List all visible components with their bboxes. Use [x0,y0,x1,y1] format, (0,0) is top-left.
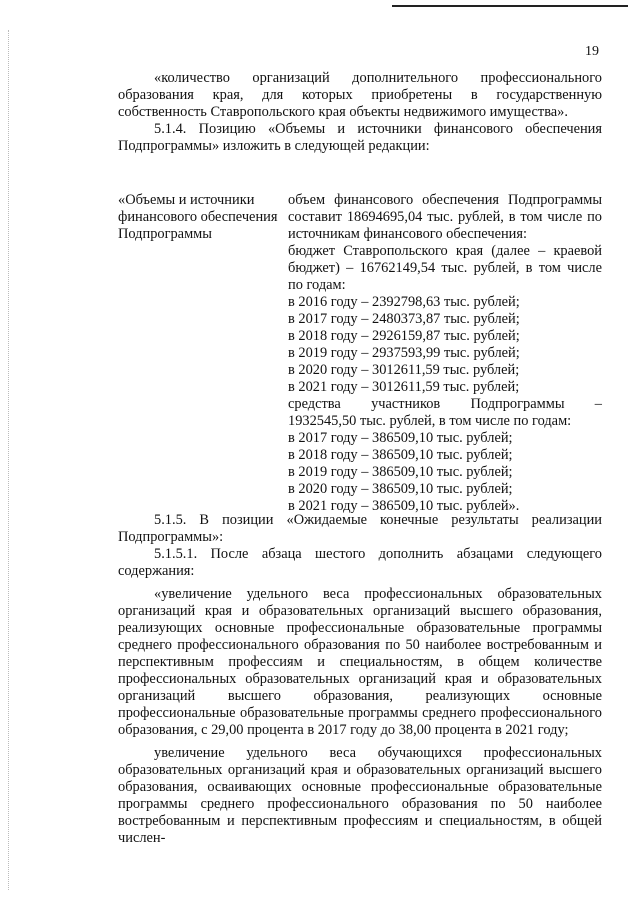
paragraph-5-1-5-1: 5.1.5.1. После абзаца шестого дополнить абзацами следующего содержания: [118,546,602,579]
table-line: бюджет) – 16762149,54 тыс. рублей, в том числе [288,260,602,276]
table-line: в 2020 году – 386509,10 тыс. рублей; [288,481,513,497]
paragraph-5-1-5: 5.1.5. В позиции «Ожидаемые конечные результаты реализации Подпрограммы»: [118,512,602,545]
table-line: источникам финансового обеспечения: [288,226,527,242]
funding-table-label: «Объемы и источники финансового обеспечения Подпрограммы [118,192,278,242]
paragraph-increase-2: увеличение удельного веса обучающихся профессиональных образовательных организаций края и образовательных организаций высшего образования, осваивающих основные профессиональные образовательные программы среднего профессионального образования по 50 наиболее востребованным и перспективным профессиям и специальностям, в общей числен- [118,745,602,846]
paragraph-quote-increase-1: «увеличение удельного веса профессиональных образовательных организаций края и образовательных организаций высшего образования, реализующих основные профессиональные образовательные программы среднего профессионального образования по 50 наиболее востребованным и перспективным профессиям и специальностям, в общем количестве профессиональных образовательных организаций края и образовательных организаций высшего образования, реализующих основные профессиональные образовательные программы среднего профессионального образования, с 29,00 процента в 2017 году до 38,00 процента в 2021 году; [118,586,602,738]
funding-table-content [288,192,602,515]
table-line: в 2017 году – 2480373,87 тыс. рублей; [288,311,520,327]
paragraph-quote-count: «количество организаций дополнительного профессионального образования края, для которых приобретены в государственную собственность Ставропольского края объекты недвижимого имущества». [118,70,602,120]
table-line: бюджет Ставропольского края (далее – краевой [288,243,602,259]
text-block-top [118,70,602,155]
paragraph-5-1-4: 5.1.4. Позицию «Объемы и источники финансового обеспечения Подпрограммы» изложить в следующей редакции: [118,121,602,154]
table-line: по годам: [288,277,346,293]
table-line: 1932545,50 тыс. рублей, в том числе по годам: [288,413,572,429]
page-number: 19 [585,44,599,59]
left-margin-marks [8,30,9,890]
table-line: в 2018 году – 2926159,87 тыс. рублей; [288,328,520,344]
top-rule [392,5,628,7]
table-line: объем финансового обеспечения Подпрограммы [288,192,602,208]
table-line: в 2019 году – 386509,10 тыс. рублей; [288,464,513,480]
table-line: в 2021 году – 386509,10 тыс. рублей». [288,498,520,514]
table-line: средства участников Подпрограммы – [288,396,602,412]
text-block-bottom [118,512,602,847]
table-line: в 2019 году – 2937593,99 тыс. рублей; [288,345,520,361]
table-line: в 2016 году – 2392798,63 тыс. рублей; [288,294,520,310]
table-line: составит 18694695,04 тыс. рублей, в том числе по [288,209,602,225]
table-line: в 2017 году – 386509,10 тыс. рублей; [288,430,513,446]
table-line: в 2020 году – 3012611,59 тыс. рублей; [288,362,520,378]
table-line: в 2021 году – 3012611,59 тыс. рублей; [288,379,520,395]
table-line: в 2018 году – 386509,10 тыс. рублей; [288,447,513,463]
